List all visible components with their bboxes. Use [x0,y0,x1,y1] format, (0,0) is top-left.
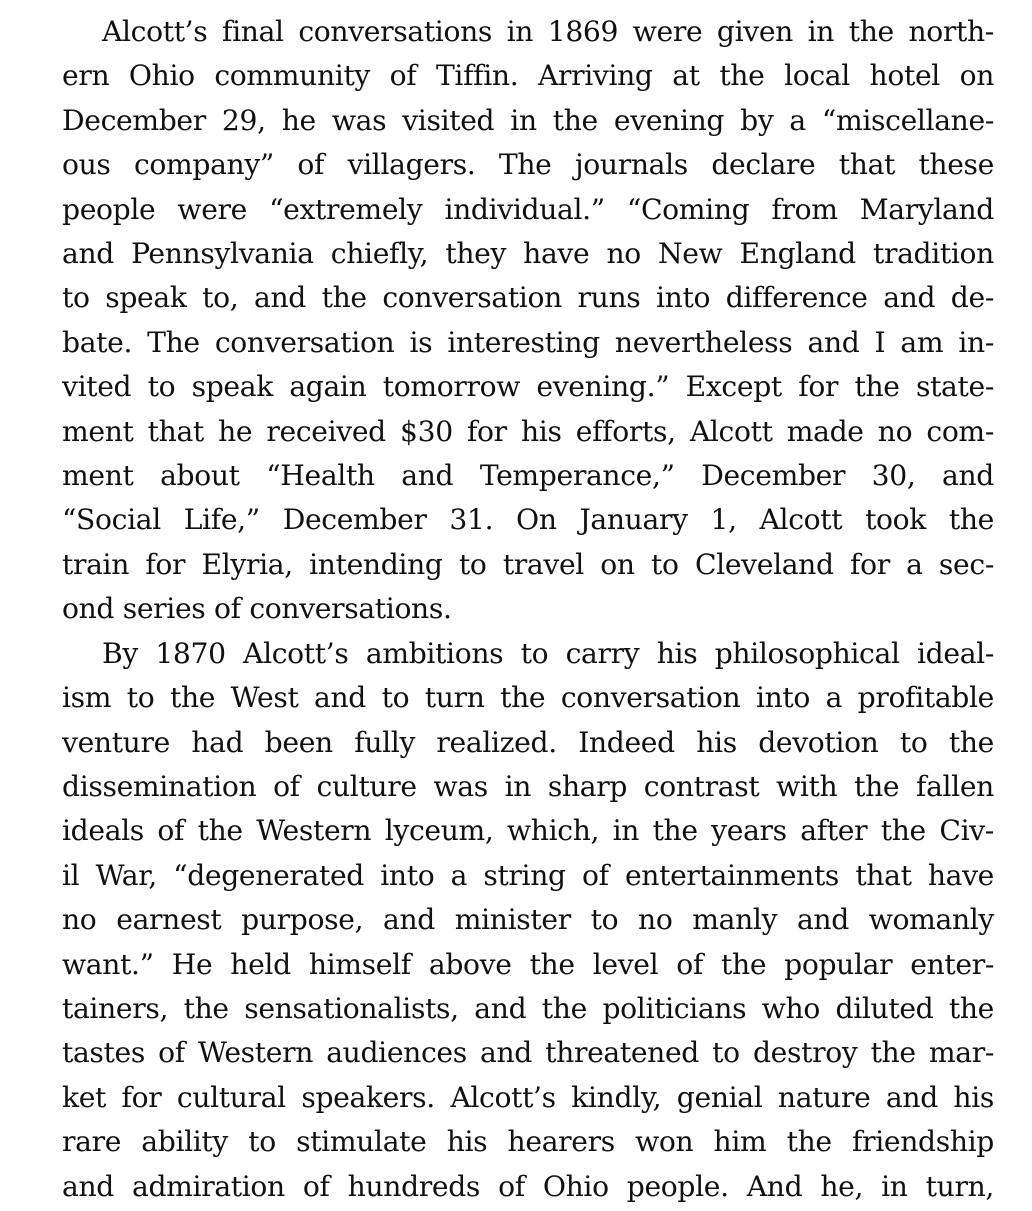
paragraph-2 [22,632,994,1209]
text-line: bate. The conversation is interesting nevertheless and I am in- [62,325,994,359]
text-line: dissemination of culture was in sharp contrast with the fallen [62,769,994,803]
text-line: tastes of Western audiences and threatened to destroy the mar- [62,1036,994,1070]
text-line: vited to speak again tomorrow evening.” Except for the state- [62,370,994,404]
text-line: December 29, he was visited in the evening by a “miscellane- [62,103,994,137]
text-line: ideals of the Western lyceum, which, in the years after the Civ- [62,814,994,848]
text-line: ket for cultural speakers. Alcott’s kindly, genial nature and his [62,1080,994,1114]
text-line: no earnest purpose, and minister to no manly and womanly [62,903,994,937]
text-line: and Pennsylvania chiefly, they have no New England tradition [62,237,994,271]
text-line: By 1870 Alcott’s ambitions to carry his philosophical ideal- [102,636,994,670]
text-line: ern Ohio community of Tiffin. Arriving at the local hotel on [62,59,994,93]
text-line: want.” He held himself above the level of the popular enter- [62,947,994,981]
text-line: Alcott’s final conversations in 1869 were given in the north- [102,15,994,48]
text-line: ment about “Health and Temperance,” December 30, and [62,459,994,493]
text-line: venture had been fully realized. Indeed his devotion to the [62,725,994,759]
text-line: people were “extremely individual.” “Coming from Maryland [62,192,994,226]
text-line: to speak to, and the conversation runs into difference and de- [62,281,994,315]
text-line: train for Elyria, intending to travel on to Cleveland for a sec- [62,547,994,581]
paragraph-1 [22,10,994,632]
text-line: rare ability to stimulate his hearers won him the friendship [62,1125,994,1159]
text-line: ond series of conversations. [62,592,452,626]
text-line: “Social Life,” December 31. On January 1, Alcott took the [62,503,994,537]
text-line: tainers, the sensationalists, and the politicians who diluted the [62,991,994,1025]
text-line: ism to the West and to turn the conversation into a profitable [62,681,994,715]
document-page [22,10,994,1209]
text-line: ment that he received $30 for his efforts, Alcott made no com- [62,414,994,448]
text-line: ous company” of villagers. The journals declare that these [62,148,994,182]
text-line: and admiration of hundreds of Ohio people. And he, in turn, [62,1169,994,1203]
text-line: il War, “degenerated into a string of entertainments that have [62,858,994,892]
